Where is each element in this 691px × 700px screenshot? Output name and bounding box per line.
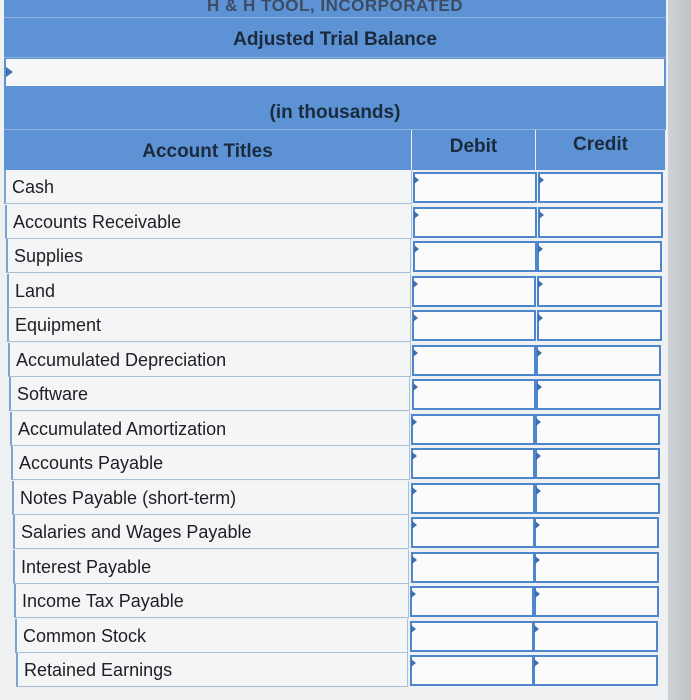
account-title-cell: Income Tax Payable <box>14 584 409 618</box>
credit-input[interactable] <box>537 276 662 307</box>
account-title-cell: Salaries and Wages Payable <box>13 515 409 549</box>
credit-input[interactable] <box>538 207 663 238</box>
company-name: H & H TOOL, INCORPORATED <box>4 0 666 18</box>
debit-input[interactable] <box>410 586 534 617</box>
account-title-cell: Software <box>9 377 410 411</box>
input-marker-icon <box>6 67 13 77</box>
account-title-cell: Accumulated Depreciation <box>8 343 411 377</box>
debit-input[interactable] <box>413 241 537 272</box>
page-edge <box>668 0 691 700</box>
date-input[interactable] <box>4 58 666 88</box>
table-row <box>0 446 668 480</box>
credit-input[interactable] <box>535 448 660 479</box>
table-row <box>0 619 668 653</box>
table-row <box>0 584 668 618</box>
debit-input[interactable] <box>411 552 535 583</box>
debit-input[interactable] <box>413 207 537 238</box>
account-title-cell: Notes Payable (short-term) <box>12 481 409 515</box>
debit-input[interactable] <box>413 172 537 203</box>
credit-input[interactable] <box>537 310 662 341</box>
debit-input[interactable] <box>412 310 536 341</box>
table-row <box>0 550 668 584</box>
account-title-cell: Interest Payable <box>13 550 409 584</box>
table-row <box>0 205 668 239</box>
credit-input[interactable] <box>535 414 660 445</box>
credit-header: Credit <box>536 130 666 170</box>
account-title-cell: Equipment <box>7 308 411 342</box>
account-title-cell: Accounts Receivable <box>5 205 412 239</box>
credit-input[interactable] <box>535 483 660 514</box>
credit-input[interactable] <box>536 345 661 376</box>
table-row <box>0 170 668 204</box>
column-header-row <box>4 130 666 170</box>
table-row <box>0 481 668 515</box>
credit-input[interactable] <box>534 586 659 617</box>
credit-input[interactable] <box>534 517 659 548</box>
statement-title: Adjusted Trial Balance <box>4 18 666 58</box>
account-title-cell: Accumulated Amortization <box>10 412 410 446</box>
table-row <box>0 377 668 411</box>
credit-input[interactable] <box>537 241 662 272</box>
debit-header: Debit <box>412 130 536 170</box>
credit-input[interactable] <box>533 655 658 686</box>
table-row <box>0 239 668 273</box>
credit-input[interactable] <box>534 552 659 583</box>
credit-input[interactable] <box>536 379 661 410</box>
debit-input[interactable] <box>412 345 536 376</box>
account-title-cell: Accounts Payable <box>11 446 410 480</box>
table-row <box>0 412 668 446</box>
account-title-cell: Common Stock <box>15 619 408 653</box>
account-title-cell: Land <box>7 274 411 308</box>
account-rows <box>0 170 668 700</box>
credit-input[interactable] <box>538 172 663 203</box>
debit-input[interactable] <box>411 517 535 548</box>
debit-input[interactable] <box>411 448 535 479</box>
table-row <box>0 308 668 342</box>
credit-input[interactable] <box>533 621 658 652</box>
account-titles-header: Account Titles <box>4 130 412 170</box>
debit-input[interactable] <box>411 483 535 514</box>
debit-input[interactable] <box>410 621 534 652</box>
debit-input[interactable] <box>412 276 536 307</box>
table-row <box>0 515 668 549</box>
debit-input[interactable] <box>411 414 535 445</box>
table-row <box>0 274 668 308</box>
table-row <box>0 653 668 687</box>
account-title-cell: Retained Earnings <box>16 653 408 687</box>
account-title-cell: Cash <box>4 170 412 204</box>
table-row <box>0 343 668 377</box>
debit-input[interactable] <box>410 655 534 686</box>
account-title-cell: Supplies <box>6 239 411 273</box>
debit-input[interactable] <box>412 379 536 410</box>
units-label: (in thousands) <box>4 88 666 130</box>
